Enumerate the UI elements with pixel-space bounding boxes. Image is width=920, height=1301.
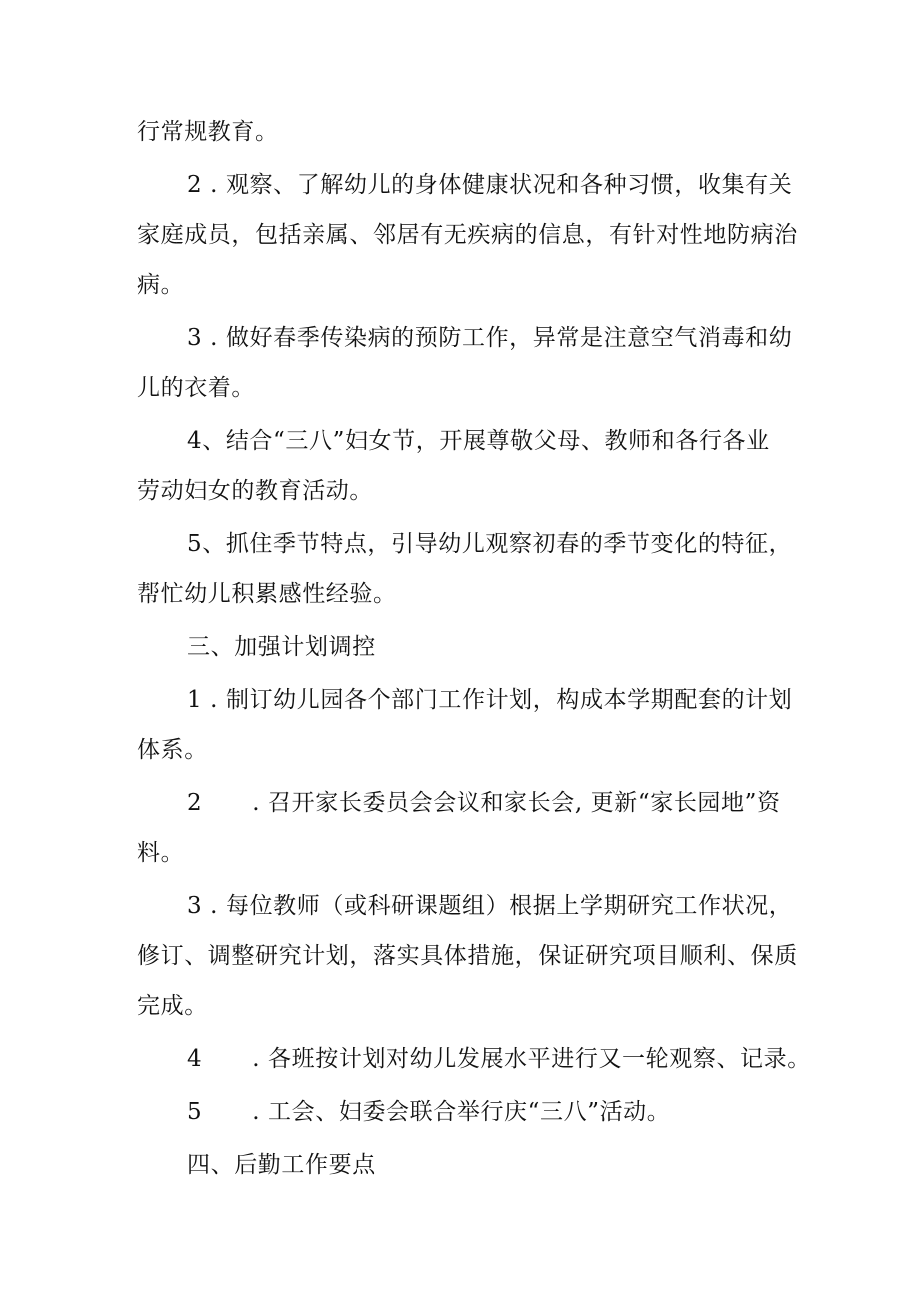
text-line: 料。 xyxy=(137,840,185,866)
text-line xyxy=(187,1097,670,1127)
text-line: 修订、调整研究计划，落实具体措施，保证研究项目顺利、保质 xyxy=(137,943,798,969)
section-heading: 三、加强计划调控 xyxy=(187,634,376,660)
text-line: 2 . 观察、了解幼儿的身体健康状况和各种习惯，收集有关 xyxy=(187,172,793,198)
text-line xyxy=(187,1044,811,1074)
item-text: . 工会、妇委会联合举行庆“三八”活动。 xyxy=(252,1099,671,1125)
text-line xyxy=(187,788,781,818)
text-line: 体系。 xyxy=(137,737,208,763)
text-line: 劳动妇女的教育活动。 xyxy=(137,478,373,504)
text-line: 病。 xyxy=(137,272,185,298)
text-line: 4、结合“三八”妇女节，开展尊敬父母、教师和各行各业 xyxy=(187,428,770,454)
item-number: 4 xyxy=(187,1046,203,1072)
text-line: 家庭成员，包括亲属、邻居有无疾病的信息，有针对性地防病治 xyxy=(137,222,798,248)
text-line: 儿的衣着。 xyxy=(137,375,255,401)
text-line: 5、抓住季节特点，引导幼儿观察初春的季节变化的特征， xyxy=(187,531,793,557)
text-line: 完成。 xyxy=(137,993,208,1019)
item-text: . 召开家长委员会会议和家长会, 更新“家长园地”资 xyxy=(252,790,781,816)
text-line: 3 . 每位教师（或科研课题组）根据上学期研究工作状况， xyxy=(187,893,793,919)
text-line: 3 . 做好春季传染病的预防工作，异常是注意空气消毒和幼 xyxy=(187,325,793,351)
item-number: 2 xyxy=(187,790,203,816)
item-text: . 各班按计划对幼儿发展水平进行又一轮观察、记录。 xyxy=(252,1046,811,1072)
text-line: 帮忙幼儿积累感性经验。 xyxy=(137,581,397,607)
section-heading: 四、后勤工作要点 xyxy=(187,1152,376,1178)
text-line: 1 . 制订幼儿园各个部门工作计划，构成本学期配套的计划 xyxy=(187,687,793,713)
text-line: 行常规教育。 xyxy=(137,119,279,145)
item-number: 5 xyxy=(187,1099,203,1125)
